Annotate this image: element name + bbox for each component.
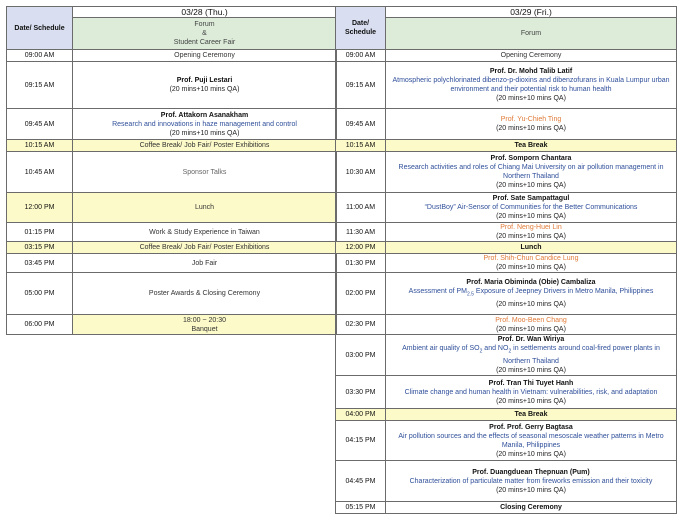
table-row	[336, 254, 677, 273]
time-cell: 06:00 PM	[7, 315, 73, 335]
speaker-name: Prof. Neng-Huei Lin	[500, 224, 562, 231]
table-row	[336, 152, 677, 193]
title-part-mid: and NO	[482, 345, 509, 353]
table-row	[336, 421, 677, 461]
speaker-name: Prof. Shih-Chun Candice Lung	[483, 255, 579, 262]
so2-subscript: 2	[479, 348, 483, 355]
table-row	[7, 62, 337, 109]
time-cell: 04:45 PM	[336, 461, 386, 502]
session-banquet	[73, 315, 337, 335]
talk-duration: (20 mins+10 mins QA)	[496, 182, 566, 189]
session-talk	[386, 376, 677, 409]
session-work-study: Work & Study Experience in Taiwan	[73, 223, 337, 242]
table-row	[7, 242, 337, 254]
day2-schedule-table	[335, 6, 677, 514]
time-cell: 01:30 PM	[336, 254, 386, 273]
table-row	[336, 376, 677, 409]
time-cell: 05:00 PM	[7, 273, 73, 315]
speaker-name: Prof. Duangduean Thepnuan (Pum)	[472, 468, 590, 476]
speaker-name: Prof. Tran Thi Tuyet Hanh	[488, 379, 574, 387]
table-row	[7, 273, 337, 315]
session-break: Tea Break	[386, 140, 677, 152]
day1-header-row	[7, 7, 337, 18]
table-row	[7, 109, 337, 140]
no2-subscript: 2	[508, 348, 512, 355]
session-lunch: Lunch	[386, 242, 677, 254]
title-part-a: Ambient air quality of SO	[402, 345, 480, 353]
date-schedule-header	[7, 7, 73, 50]
time-cell: 03:15 PM	[7, 242, 73, 254]
talk-duration: (20 mins+10 mins QA)	[496, 264, 566, 271]
speaker-name: Prof. Puji Lestari	[176, 77, 233, 84]
table-row	[336, 273, 677, 315]
table-row	[7, 152, 337, 193]
talk-duration: (20 mins+10 mins QA)	[496, 300, 566, 308]
talk-duration: (20 mins+10 mins QA)	[496, 397, 566, 405]
title-part-a: Assessment of PM	[408, 288, 468, 296]
speaker-name: Prof. Attakorn Asanakham	[160, 111, 249, 119]
table-row	[336, 50, 677, 62]
table-row	[336, 502, 677, 514]
speaker-name: Prof. Prof. Gerry Bagtasa	[489, 423, 573, 431]
table-row	[336, 109, 677, 140]
table-row	[336, 62, 677, 109]
time-cell: 11:30 AM	[336, 223, 386, 242]
time-cell: 04:00 PM	[336, 409, 386, 421]
time-cell: 11:00 AM	[336, 193, 386, 223]
speaker-name: Prof. Dr. Wan Wiriya	[497, 336, 565, 344]
time-cell: 10:15 AM	[336, 140, 386, 152]
table-row	[7, 315, 337, 335]
talk-duration: (20 mins+10 mins QA)	[496, 450, 566, 458]
time-cell: 10:45 AM	[7, 152, 73, 193]
time-cell: 03:30 PM	[336, 376, 386, 409]
day2-subheader: Forum	[386, 18, 677, 50]
session-talk	[73, 62, 337, 109]
session-opening: Opening Ceremony	[386, 50, 677, 62]
talk-duration: (20 mins+10 mins QA)	[496, 95, 566, 102]
speaker-name: Prof. Yu-Chieh Ting	[500, 116, 562, 123]
time-cell: 09:00 AM	[7, 50, 73, 62]
session-break: Tea Break	[386, 409, 677, 421]
talk-title: Atmospheric polychlorinated dibenzo-p-dioxins and dibenzofurans in Kuala Lumpur urban environment and their potential risk to human health	[392, 77, 670, 93]
time-cell: 09:00 AM	[336, 50, 386, 62]
speaker-name: Prof. Maria Obiminda (Obie) Cambaliza	[466, 279, 596, 287]
speaker-name: Prof. Sate Sampattagul	[492, 195, 570, 202]
talk-title	[388, 344, 674, 365]
date-schedule-label: Date/ Schedule	[344, 20, 377, 36]
time-cell: 04:15 PM	[336, 421, 386, 461]
table-row	[7, 223, 337, 242]
day1-subheader	[73, 18, 337, 50]
talk-title: Research and innovations in haze management and control	[112, 120, 297, 128]
session-talk	[386, 193, 677, 223]
session-lunch: Lunch	[73, 193, 337, 223]
speaker-name: Prof. Somporn Chantara	[490, 155, 572, 162]
speaker-name: Prof. Dr. Mohd Talib Latif	[489, 68, 573, 75]
session-talk	[386, 273, 677, 315]
talk-title: Research activities and roles of Chiang Mai University on air pollution management in Northern Thailand	[398, 164, 664, 180]
time-cell: 09:45 AM	[336, 109, 386, 140]
table-row	[336, 315, 677, 335]
talk-duration: (20 mins+10 mins QA)	[496, 366, 566, 374]
talk-title: “DustBoy” Air-Sensor of Communities for the Better Communications	[424, 204, 638, 211]
speaker-name: Prof. Moo-Been Chang	[495, 316, 567, 324]
time-cell: 02:00 PM	[336, 273, 386, 315]
talk-duration: (20 mins+10 mins QA)	[496, 125, 566, 132]
table-row	[336, 335, 677, 376]
table-row	[336, 223, 677, 242]
session-talk	[386, 254, 677, 273]
day1-sub-forum: Forum	[194, 21, 215, 28]
talk-duration: (20 mins+10 mins QA)	[496, 486, 566, 494]
talk-duration: (20 mins+10 mins QA)	[169, 86, 240, 93]
table-row	[336, 409, 677, 421]
table-row	[336, 461, 677, 502]
day1-sub-amp: &	[202, 30, 207, 37]
time-cell: 03:00 PM	[336, 335, 386, 376]
talk-title: Climate change and human health in Vietnam: vulnerabilities, risk, and adaptation	[404, 388, 658, 396]
session-talk	[386, 109, 677, 140]
day1-schedule-table	[6, 6, 337, 335]
day2-date: 03/29 (Fri.)	[386, 7, 677, 18]
talk-duration: (20 mins+10 mins QA)	[169, 129, 240, 137]
title-part-b: Exposure of Jeepney Drivers in Metro Manila, Philippines	[473, 288, 654, 296]
table-row	[336, 140, 677, 152]
time-cell: 12:00 PM	[7, 193, 73, 223]
table-row	[7, 50, 337, 62]
time-cell: 10:30 AM	[336, 152, 386, 193]
banquet-label: Banquet	[191, 325, 218, 333]
session-talk	[386, 461, 677, 502]
talk-duration: (20 mins+10 mins QA)	[496, 213, 566, 220]
table-row	[7, 254, 337, 273]
session-closing: Poster Awards & Closing Ceremony	[73, 273, 337, 315]
session-talk	[386, 152, 677, 193]
session-sponsor: Sponsor Talks	[73, 152, 337, 193]
date-schedule-label: Date/ Schedule	[14, 24, 65, 32]
session-break: Coffee Break/ Job Fair/ Poster Exhibitions	[73, 242, 337, 254]
session-break: Coffee Break/ Job Fair/ Poster Exhibitions	[73, 140, 337, 152]
pm-subscript: 2.5	[467, 291, 474, 298]
time-cell: 09:45 AM	[7, 109, 73, 140]
time-cell: 03:45 PM	[7, 254, 73, 273]
session-closing: Closing Ceremony	[386, 502, 677, 514]
time-cell: 01:15 PM	[7, 223, 73, 242]
talk-duration: (20 mins+10 mins QA)	[496, 325, 566, 333]
session-talk	[386, 62, 677, 109]
session-talk	[386, 335, 677, 376]
table-row	[336, 193, 677, 223]
talk-duration: (20 mins+10 mins QA)	[496, 233, 566, 240]
time-cell: 05:15 PM	[336, 502, 386, 514]
title-part-b: in settlements around coal-fired power plants in Northern Thailand	[503, 345, 660, 365]
day1-sub-fair: Student Career Fair	[173, 39, 236, 46]
banquet-time: 18:00 ~ 20:30	[182, 316, 226, 324]
date-schedule-header	[336, 7, 386, 50]
talk-title: Characterization of particulate matter from fireworks emission and their toxicity	[409, 477, 653, 485]
table-row	[336, 242, 677, 254]
session-talk	[386, 223, 677, 242]
time-cell: 10:15 AM	[7, 140, 73, 152]
session-talk	[386, 421, 677, 461]
time-cell: 12:00 PM	[336, 242, 386, 254]
session-talk	[386, 315, 677, 335]
talk-title	[388, 287, 674, 299]
table-row	[7, 140, 337, 152]
session-job-fair: Job Fair	[73, 254, 337, 273]
day2-header-row	[336, 7, 677, 18]
day1-date: 03/28 (Thu.)	[73, 7, 337, 18]
time-cell: 09:15 AM	[7, 62, 73, 109]
session-talk	[73, 109, 337, 140]
session-opening: Opening Ceremony	[73, 50, 337, 62]
time-cell: 02:30 PM	[336, 315, 386, 335]
talk-title: Air pollution sources and the effects of seasonal mesoscale weather patterns in Metro Manila, Philippines	[398, 432, 664, 449]
time-cell: 09:15 AM	[336, 62, 386, 109]
table-row	[7, 193, 337, 223]
